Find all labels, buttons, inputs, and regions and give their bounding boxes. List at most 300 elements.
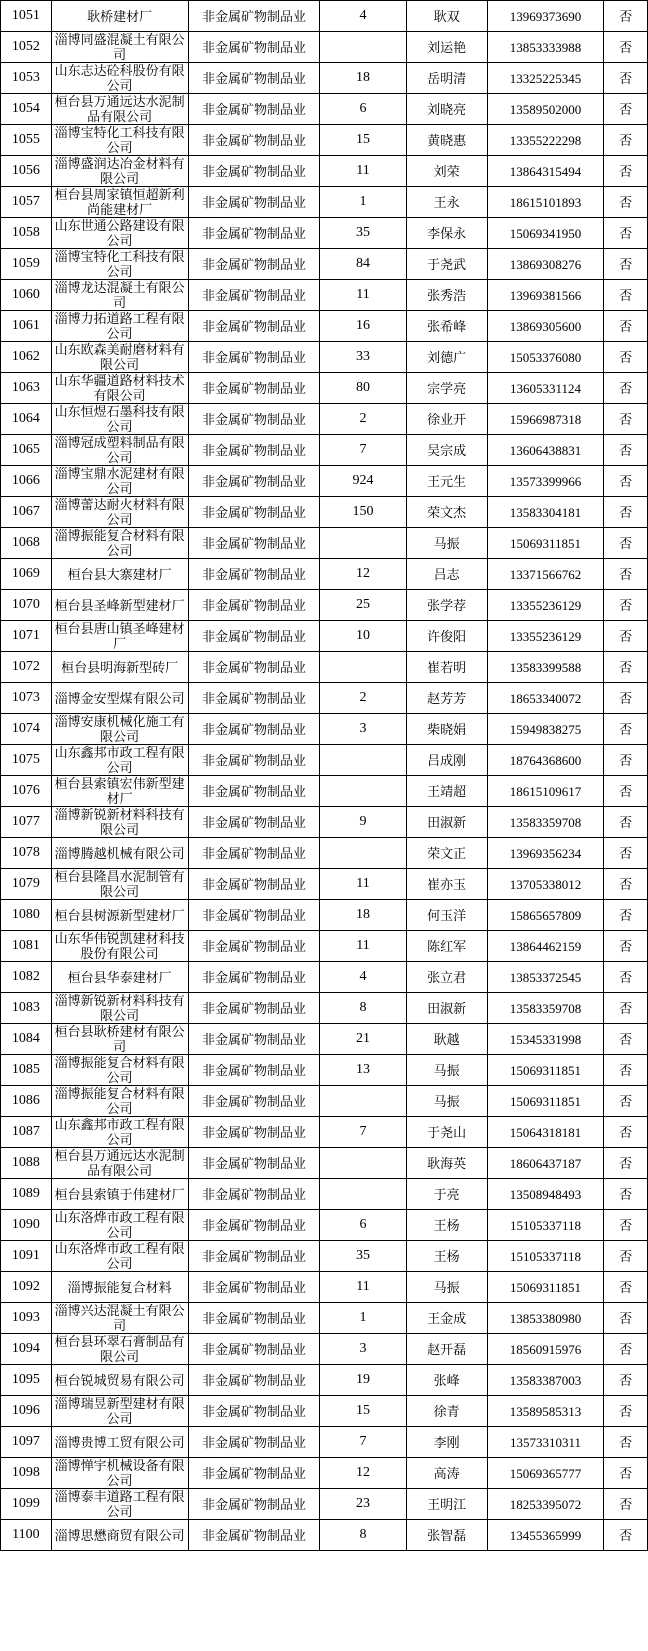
contact-person: 李保永 [406,218,487,249]
row-id: 1069 [1,559,52,590]
phone-number: 13853333988 [487,32,604,63]
phone-number: 15345331998 [487,1024,604,1055]
row-id: 1082 [1,962,52,993]
status-flag: 否 [604,621,648,652]
phone-number: 13605331124 [487,373,604,404]
table-row [1,404,648,435]
industry-type: 非金属矿物制品业 [188,435,320,466]
industry-type: 非金属矿物制品业 [188,1489,320,1520]
quantity: 19 [320,1365,406,1396]
status-flag: 否 [604,1210,648,1241]
phone-number: 13969381566 [487,280,604,311]
phone-number: 13969356234 [487,838,604,869]
row-id: 1086 [1,1086,52,1117]
table-row [1,1148,648,1179]
phone-number: 13325225345 [487,63,604,94]
quantity: 4 [320,1,406,32]
company-name: 淄博宝鼎水泥建材有限公司 [51,466,188,497]
row-id: 1088 [1,1148,52,1179]
quantity: 18 [320,900,406,931]
row-id: 1096 [1,1396,52,1427]
industry-type: 非金属矿物制品业 [188,1086,320,1117]
company-name: 淄博振能复合材料有限公司 [51,1086,188,1117]
company-name: 淄博新锐新材料科技有限公司 [51,993,188,1024]
status-flag: 否 [604,652,648,683]
row-id: 1056 [1,156,52,187]
industry-type: 非金属矿物制品业 [188,249,320,280]
table-row [1,807,648,838]
table-row [1,993,648,1024]
industry-type: 非金属矿物制品业 [188,590,320,621]
quantity: 6 [320,94,406,125]
company-name: 桓台县周家镇恒超新利尚能建材厂 [51,187,188,218]
phone-number: 18606437187 [487,1148,604,1179]
status-flag: 否 [604,32,648,63]
contact-person: 张立君 [406,962,487,993]
industry-type: 非金属矿物制品业 [188,1520,320,1551]
industry-type: 非金属矿物制品业 [188,993,320,1024]
industry-type: 非金属矿物制品业 [188,714,320,745]
quantity: 16 [320,311,406,342]
table-row [1,311,648,342]
row-id: 1094 [1,1334,52,1365]
row-id: 1064 [1,404,52,435]
table-row [1,280,648,311]
row-id: 1066 [1,466,52,497]
status-flag: 否 [604,311,648,342]
row-id: 1077 [1,807,52,838]
status-flag: 否 [604,466,648,497]
quantity: 2 [320,404,406,435]
row-id: 1068 [1,528,52,559]
contact-person: 张峰 [406,1365,487,1396]
contact-person: 高涛 [406,1458,487,1489]
row-id: 1095 [1,1365,52,1396]
company-name: 淄博振能复合材料有限公司 [51,1055,188,1086]
phone-number: 15865657809 [487,900,604,931]
company-name: 山东志达砼科股份有限公司 [51,63,188,94]
table-row [1,1024,648,1055]
quantity: 8 [320,1520,406,1551]
industry-type: 非金属矿物制品业 [188,125,320,156]
status-flag: 否 [604,900,648,931]
company-name: 淄博振能复合材料 [51,1272,188,1303]
quantity: 11 [320,280,406,311]
industry-type: 非金属矿物制品业 [188,1272,320,1303]
company-name: 山东欧森美耐磨材料有限公司 [51,342,188,373]
phone-number: 15064318181 [487,1117,604,1148]
quantity: 3 [320,1334,406,1365]
company-name: 山东世通公路建设有限公司 [51,218,188,249]
row-id: 1084 [1,1024,52,1055]
company-name: 淄博同盛混凝土有限公司 [51,32,188,63]
table-row [1,869,648,900]
row-id: 1076 [1,776,52,807]
table-row [1,1303,648,1334]
company-name: 桓台县耿桥建材有限公司 [51,1024,188,1055]
quantity: 84 [320,249,406,280]
phone-number: 13355236129 [487,590,604,621]
industry-type: 非金属矿物制品业 [188,838,320,869]
industry-type: 非金属矿物制品业 [188,1148,320,1179]
phone-number: 15105337118 [487,1210,604,1241]
row-id: 1067 [1,497,52,528]
quantity: 80 [320,373,406,404]
quantity: 33 [320,342,406,373]
status-flag: 否 [604,249,648,280]
status-flag: 否 [604,838,648,869]
industry-type: 非金属矿物制品业 [188,1179,320,1210]
table-row [1,528,648,559]
quantity: 15 [320,125,406,156]
table-row [1,32,648,63]
phone-number: 13573310311 [487,1427,604,1458]
quantity [320,838,406,869]
table-row [1,776,648,807]
contact-person: 赵芳芳 [406,683,487,714]
company-name: 山东华疆道路材料技术有限公司 [51,373,188,404]
row-id: 1074 [1,714,52,745]
quantity [320,652,406,683]
phone-number: 13705338012 [487,869,604,900]
status-flag: 否 [604,1427,648,1458]
industry-type: 非金属矿物制品业 [188,466,320,497]
company-name: 淄博宝特化工科技有限公司 [51,125,188,156]
quantity [320,776,406,807]
table-row [1,1086,648,1117]
company-name: 淄博思懋商贸有限公司 [51,1520,188,1551]
table-row [1,1458,648,1489]
quantity: 25 [320,590,406,621]
row-id: 1099 [1,1489,52,1520]
status-flag: 否 [604,1520,648,1551]
status-flag: 否 [604,590,648,621]
phone-number: 13583304181 [487,497,604,528]
contact-person: 李刚 [406,1427,487,1458]
status-flag: 否 [604,1334,648,1365]
phone-number: 13508948493 [487,1179,604,1210]
table-row [1,714,648,745]
company-name: 淄博振能复合材料有限公司 [51,528,188,559]
company-name: 淄博腾越机械有限公司 [51,838,188,869]
status-flag: 否 [604,745,648,776]
quantity: 11 [320,156,406,187]
row-id: 1091 [1,1241,52,1272]
industry-type: 非金属矿物制品业 [188,1024,320,1055]
quantity: 6 [320,1210,406,1241]
company-name: 桓台县索镇于伟建材厂 [51,1179,188,1210]
table-row [1,1365,648,1396]
company-name: 淄博泰丰道路工程有限公司 [51,1489,188,1520]
row-id: 1053 [1,63,52,94]
row-id: 1070 [1,590,52,621]
row-id: 1097 [1,1427,52,1458]
quantity: 3 [320,714,406,745]
phone-number: 18653340072 [487,683,604,714]
industry-type: 非金属矿物制品业 [188,1,320,32]
table-row [1,156,648,187]
contact-person: 于亮 [406,1179,487,1210]
company-name: 淄博瑞昱新型建材有限公司 [51,1396,188,1427]
status-flag: 否 [604,373,648,404]
phone-number: 13589502000 [487,94,604,125]
company-name: 淄博安康机械化施工有限公司 [51,714,188,745]
quantity [320,1148,406,1179]
table-row [1,621,648,652]
row-id: 1085 [1,1055,52,1086]
company-name: 淄博蕾达耐火材料有限公司 [51,497,188,528]
phone-number: 13583359708 [487,993,604,1024]
row-id: 1060 [1,280,52,311]
table-row [1,373,648,404]
industry-type: 非金属矿物制品业 [188,32,320,63]
company-name: 山东洛烨市政工程有限公司 [51,1210,188,1241]
table-row [1,590,648,621]
row-id: 1065 [1,435,52,466]
contact-person: 王杨 [406,1210,487,1241]
industry-type: 非金属矿物制品业 [188,1210,320,1241]
table-row [1,1489,648,1520]
quantity: 4 [320,962,406,993]
contact-person: 岳明清 [406,63,487,94]
industry-type: 非金属矿物制品业 [188,652,320,683]
row-id: 1059 [1,249,52,280]
contact-person: 刘荣 [406,156,487,187]
company-name: 桓台县明海新型砖厂 [51,652,188,683]
industry-type: 非金属矿物制品业 [188,528,320,559]
company-name: 淄博贵博工贸有限公司 [51,1427,188,1458]
row-id: 1080 [1,900,52,931]
phone-number: 13573399966 [487,466,604,497]
company-name: 山东华伟锐凯建材科技股份有限公司 [51,931,188,962]
industry-type: 非金属矿物制品业 [188,1396,320,1427]
industry-type: 非金属矿物制品业 [188,1055,320,1086]
company-name: 桓台县圣峰新型建材厂 [51,590,188,621]
row-id: 1055 [1,125,52,156]
industry-type: 非金属矿物制品业 [188,156,320,187]
industry-type: 非金属矿物制品业 [188,187,320,218]
row-id: 1081 [1,931,52,962]
status-flag: 否 [604,1272,648,1303]
phone-number: 18615109617 [487,776,604,807]
status-flag: 否 [604,683,648,714]
industry-type: 非金属矿物制品业 [188,218,320,249]
phone-number: 13355222298 [487,125,604,156]
quantity: 2 [320,683,406,714]
quantity [320,745,406,776]
table-row [1,1272,648,1303]
phone-number: 15069311851 [487,1055,604,1086]
company-name: 淄博惮宇机械设备有限公司 [51,1458,188,1489]
industry-type: 非金属矿物制品业 [188,683,320,714]
company-name: 淄博龙达混凝土有限公司 [51,280,188,311]
industry-type: 非金属矿物制品业 [188,1117,320,1148]
table-row [1,94,648,125]
table-row [1,125,648,156]
contact-person: 吕成刚 [406,745,487,776]
status-flag: 否 [604,962,648,993]
row-id: 1100 [1,1520,52,1551]
contact-person: 吴宗成 [406,435,487,466]
table-row [1,1427,648,1458]
row-id: 1062 [1,342,52,373]
industry-type: 非金属矿物制品业 [188,559,320,590]
contact-person: 徐青 [406,1396,487,1427]
status-flag: 否 [604,993,648,1024]
contact-person: 黄晓惠 [406,125,487,156]
quantity: 7 [320,435,406,466]
contact-person: 马振 [406,1086,487,1117]
table-row [1,218,648,249]
company-name: 桓台县环翠石膏制品有限公司 [51,1334,188,1365]
phone-number: 13606438831 [487,435,604,466]
phone-number: 13583359708 [487,807,604,838]
phone-number: 18615101893 [487,187,604,218]
company-name: 桓台县隆昌水泥制管有限公司 [51,869,188,900]
table-row [1,1117,648,1148]
status-flag: 否 [604,528,648,559]
industry-type: 非金属矿物制品业 [188,280,320,311]
contact-person: 徐业开 [406,404,487,435]
company-name: 淄博金安型煤有限公司 [51,683,188,714]
status-flag: 否 [604,1148,648,1179]
status-flag: 否 [604,1086,648,1117]
status-flag: 否 [604,1458,648,1489]
status-flag: 否 [604,1365,648,1396]
table-row [1,187,648,218]
phone-number: 13864315494 [487,156,604,187]
status-flag: 否 [604,156,648,187]
status-flag: 否 [604,94,648,125]
quantity: 11 [320,1272,406,1303]
quantity: 11 [320,869,406,900]
industry-type: 非金属矿物制品业 [188,311,320,342]
phone-number: 15069341950 [487,218,604,249]
table-row [1,249,648,280]
quantity: 7 [320,1427,406,1458]
quantity: 1 [320,1303,406,1334]
row-id: 1078 [1,838,52,869]
company-name: 淄博盛润达冶金材料有限公司 [51,156,188,187]
table-row [1,900,648,931]
industry-type: 非金属矿物制品业 [188,1334,320,1365]
phone-number: 15069365777 [487,1458,604,1489]
company-name: 淄博宝特化工科技有限公司 [51,249,188,280]
quantity: 15 [320,1396,406,1427]
status-flag: 否 [604,404,648,435]
quantity: 12 [320,559,406,590]
industry-type: 非金属矿物制品业 [188,745,320,776]
phone-number: 13869308276 [487,249,604,280]
contact-person: 何玉洋 [406,900,487,931]
status-flag: 否 [604,931,648,962]
industry-type: 非金属矿物制品业 [188,1458,320,1489]
company-name: 山东鑫邦市政工程有限公司 [51,1117,188,1148]
table-row [1,683,648,714]
contact-person: 王靖超 [406,776,487,807]
phone-number: 18253395072 [487,1489,604,1520]
company-name: 桓台县唐山镇圣峰建材厂 [51,621,188,652]
industry-type: 非金属矿物制品业 [188,373,320,404]
table-row [1,1179,648,1210]
row-id: 1072 [1,652,52,683]
contact-person: 张智磊 [406,1520,487,1551]
industry-type: 非金属矿物制品业 [188,94,320,125]
status-flag: 否 [604,1303,648,1334]
company-name: 淄博力拓道路工程有限公司 [51,311,188,342]
table-row [1,838,648,869]
row-id: 1052 [1,32,52,63]
contact-person: 赵开磊 [406,1334,487,1365]
industry-type: 非金属矿物制品业 [188,497,320,528]
company-name: 桓台县大寨建材厂 [51,559,188,590]
phone-number: 15966987318 [487,404,604,435]
contact-person: 王金成 [406,1303,487,1334]
status-flag: 否 [604,1489,648,1520]
contact-person: 王明江 [406,1489,487,1520]
status-flag: 否 [604,1055,648,1086]
table-row [1,466,648,497]
row-id: 1098 [1,1458,52,1489]
quantity: 21 [320,1024,406,1055]
status-flag: 否 [604,1024,648,1055]
company-name: 淄博兴达混凝土有限公司 [51,1303,188,1334]
quantity [320,1086,406,1117]
industry-type: 非金属矿物制品业 [188,931,320,962]
row-id: 1092 [1,1272,52,1303]
table-row [1,931,648,962]
contact-person: 张希峰 [406,311,487,342]
phone-number: 15069311851 [487,528,604,559]
row-id: 1057 [1,187,52,218]
phone-number: 13869305600 [487,311,604,342]
company-name: 桓台县华泰建材厂 [51,962,188,993]
row-id: 1083 [1,993,52,1024]
phone-number: 13583399588 [487,652,604,683]
row-id: 1054 [1,94,52,125]
contact-person: 耿双 [406,1,487,32]
contact-person: 张学荐 [406,590,487,621]
contact-person: 于尧山 [406,1117,487,1148]
company-name: 山东恒煜石墨科技有限公司 [51,404,188,435]
quantity [320,32,406,63]
phone-number: 13355236129 [487,621,604,652]
industry-type: 非金属矿物制品业 [188,900,320,931]
row-id: 1079 [1,869,52,900]
company-name: 耿桥建材厂 [51,1,188,32]
status-flag: 否 [604,559,648,590]
row-id: 1093 [1,1303,52,1334]
quantity: 12 [320,1458,406,1489]
quantity: 1 [320,187,406,218]
row-id: 1071 [1,621,52,652]
quantity: 150 [320,497,406,528]
industry-type: 非金属矿物制品业 [188,342,320,373]
quantity: 35 [320,1241,406,1272]
table-row [1,63,648,94]
row-id: 1073 [1,683,52,714]
table-row [1,652,648,683]
phone-number: 13864462159 [487,931,604,962]
industry-type: 非金属矿物制品业 [188,404,320,435]
phone-number: 13371566762 [487,559,604,590]
status-flag: 否 [604,435,648,466]
quantity: 11 [320,931,406,962]
company-name: 桓台锐城贸易有限公司 [51,1365,188,1396]
status-flag: 否 [604,342,648,373]
phone-number: 18764368600 [487,745,604,776]
contact-person: 马振 [406,528,487,559]
